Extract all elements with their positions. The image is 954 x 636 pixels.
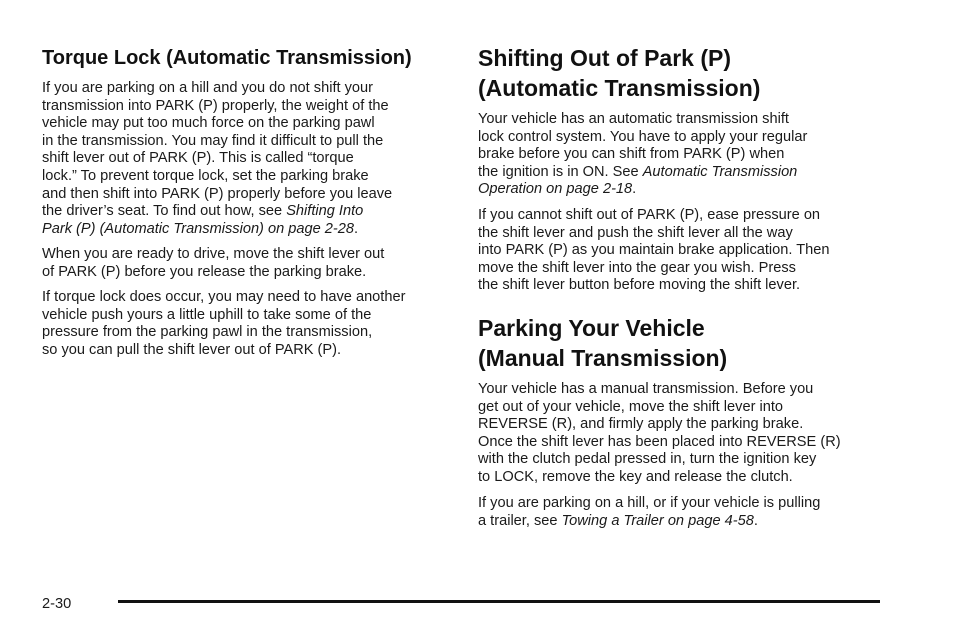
torque-lock-heading: Torque Lock (Automatic Transmission) [42,47,412,69]
torque-lock-paragraph-3 [42,289,405,359]
text-line: and then shift into PARK (P) properly before you leave [42,185,393,202]
text-line: of PARK (P) before you release the parking brake. [42,263,367,280]
shifting-out-of-park-heading [478,43,760,103]
cross-reference-link[interactable]: Operation on page 2-18 [478,181,633,198]
text-line: Once the shift lever has been placed into REVERSE (R) [478,433,841,450]
parking-manual-heading [478,313,727,373]
heading-line: Parking Your Vehicle [478,315,705,341]
cross-reference-link[interactable]: Shifting Into [286,203,364,220]
text-line: REVERSE (R), and firmly apply the parking brake. [478,416,804,433]
heading-line: (Manual Transmission) [478,345,728,371]
text-line: move the shift lever into the gear you wish. Press [478,259,796,276]
text-line: shift lever out of PARK (P). This is called “torque [42,150,354,167]
text-segment: the ignition is in ON. See [478,163,643,180]
text-line [42,203,392,221]
text-line: lock control system. You have to apply your regular [478,128,808,145]
text-line: lock.” To prevent torque lock, set the parking brake [42,167,369,184]
text-line: to LOCK, remove the key and release the clutch. [478,468,793,485]
text-line: When you are ready to drive, move the shift lever out [42,246,385,262]
text-segment: . [354,220,359,237]
text-line: with the clutch pedal pressed in, turn the ignition key [478,451,817,468]
torque-lock-paragraph-1 [42,80,392,238]
text-line: Your vehicle has a manual transmission. Before you [478,381,814,397]
shifting-out-of-park-paragraph-1 [478,111,807,199]
page-number: 2-30 [42,596,72,612]
text-line: Your vehicle has an automatic transmission shift [478,111,789,127]
text-line: If you are parking on a hill, or if your vehicle is pulling [478,495,821,511]
text-line: If you cannot shift out of PARK (P), ease pressure on [478,207,821,223]
text-line: into PARK (P) as you maintain brake application. Then [478,242,830,259]
heading-line: (Automatic Transmission) [478,75,761,101]
text-segment: the driver’s seat. To find out how, see [42,203,287,220]
text-line: get out of your vehicle, move the shift lever into [478,398,784,415]
text-line: transmission into PARK (P) properly, the weight of the [42,97,389,114]
text-line: the shift lever and push the shift lever all the way [478,224,793,241]
text-line: in the transmission. You may find it difficult to pull the [42,132,384,149]
text-segment: a trailer, see [478,512,562,529]
text-line [478,181,807,199]
heading-line: Shifting Out of Park (P) [478,45,731,71]
text-line [42,221,392,239]
text-line: vehicle may put too much force on the parking pawl [42,115,375,132]
footer-rule [118,600,880,603]
cross-reference-link[interactable]: Automatic Transmission [642,163,798,180]
text-line [478,513,820,531]
text-line: so you can pull the shift lever out of PARK (P). [42,341,342,358]
text-line: pressure from the parking pawl in the transmission, [42,324,373,341]
text-line: If you are parking on a hill and you do not shift your [42,80,373,96]
text-line: the shift lever button before moving the shift lever. [478,277,801,294]
text-line: If torque lock does occur, you may need to have another [42,289,406,305]
text-line: vehicle push yours a little uphill to take some of the [42,306,372,323]
torque-lock-paragraph-2 [42,246,384,281]
shifting-out-of-park-paragraph-2 [478,207,830,295]
parking-manual-paragraph-1 [478,381,841,487]
text-line: brake before you can shift from PARK (P) when [478,146,785,163]
text-line [478,164,807,182]
cross-reference-link[interactable]: Towing a Trailer on page 4-58 [561,512,754,529]
text-segment: . [632,181,637,198]
parking-manual-paragraph-2 [478,495,820,530]
cross-reference-link[interactable]: Park (P) (Automatic Transmission) on page 2-28 [42,220,354,237]
text-segment: . [753,512,758,529]
